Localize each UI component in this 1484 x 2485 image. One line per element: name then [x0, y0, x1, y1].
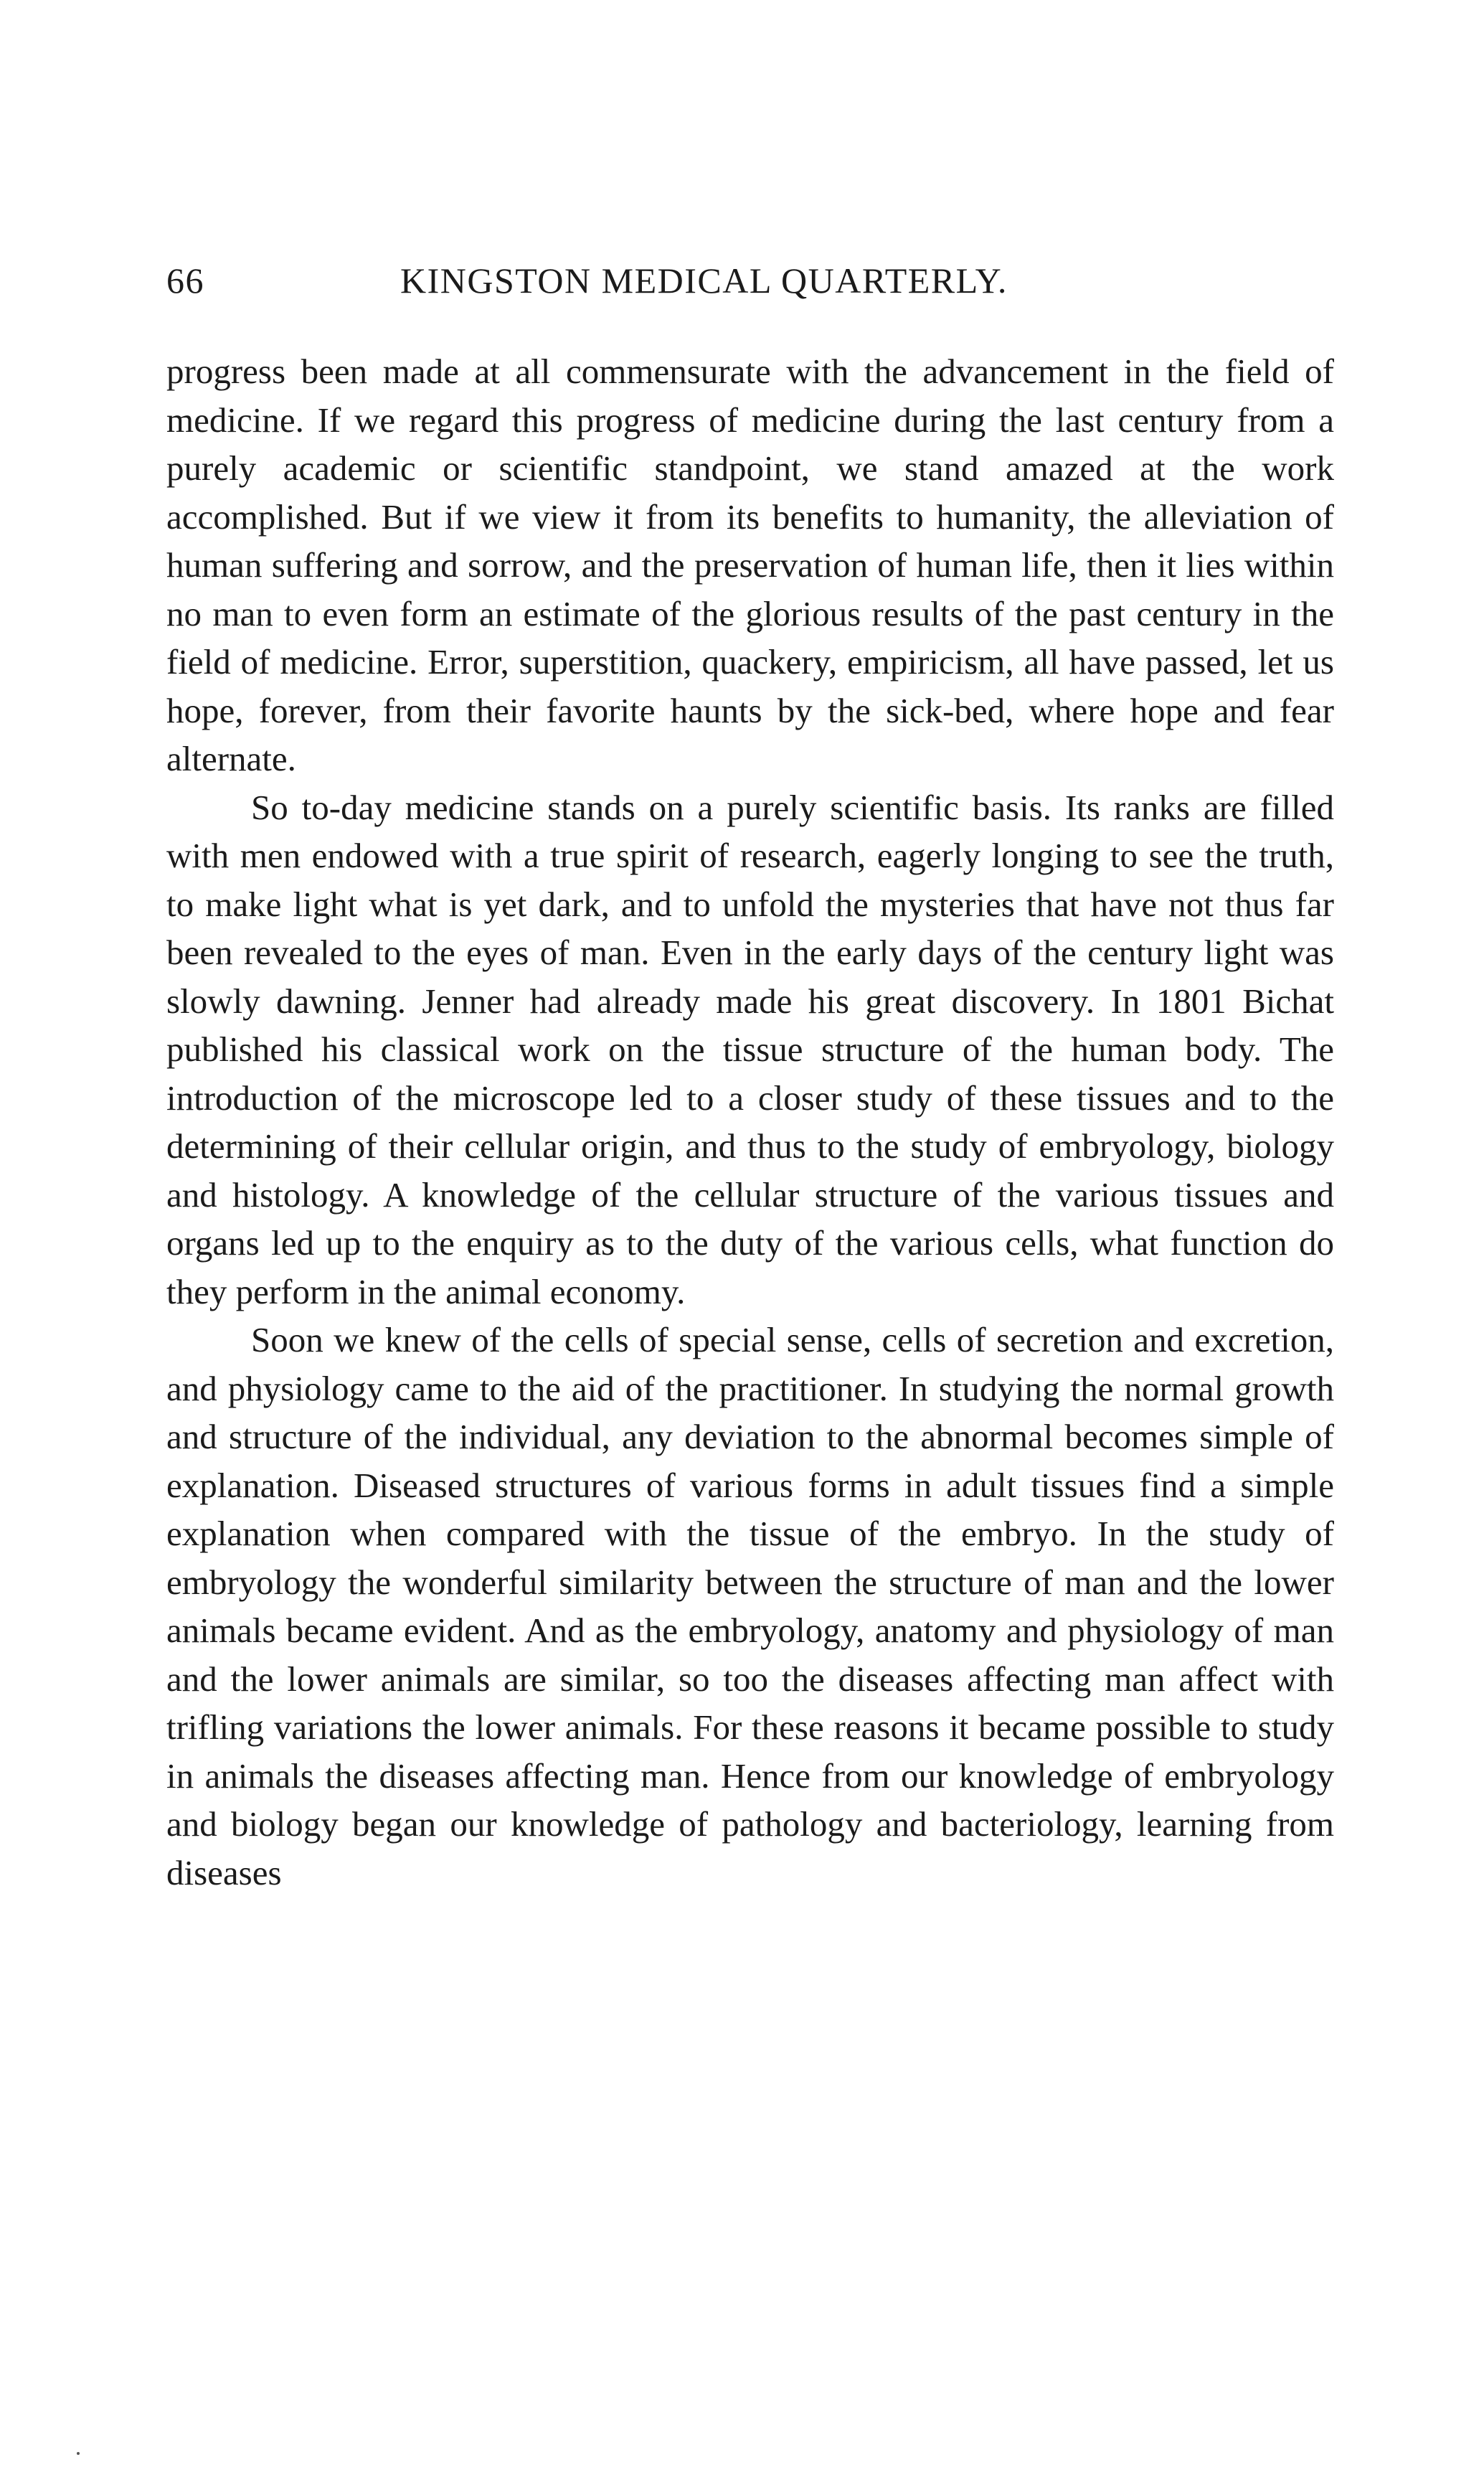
- body-text: [166, 347, 1334, 1897]
- paragraph-3: Soon we knew of the cells of special sense, cells of secretion and excretion, and physiology came to the aid of the practitioner. In studying the normal growth and structure of the individual, any deviation to the abnormal becomes simple of explanation. Diseased structures of various forms in adult tissues find a simple explanation when compared with the tissue of the embryo. In the study of embryology the wonderful similarity between the structure of man and the lower animals became evident. And as the embryology, anatomy and physiology of man and the lower animals are similar, so too the diseases affecting man affect with trifling variations the lower animals. For these reasons it became possible to study in animals the diseases affecting man. Hence from our knowledge of embryology and biology began our knowledge of pathology and bacteriology, learning from diseases: [166, 1320, 1334, 1892]
- running-head: [166, 255, 1336, 306]
- page-number: 66: [166, 260, 204, 301]
- paragraph-1: progress been made at all commensurate with the advancement in the field of medicine. If we regard this progress of medicine during the last century from a purely academic or scientific standpoint, we stand amazed at the work accomplished. But if we view it from its benefits to humanity, the alleviation of human suffering and sorrow, and the preservation of human life, then it lies within no man to even form an estimate of the glorious results of the past century in the field of medicine. Error, superstition, quackery, empiricism, all have passed, let us hope, forever, from their favorite haunts by the sick-bed, where hope and fear alternate.: [166, 352, 1334, 778]
- paragraph-2: So to-day medicine stands on a purely scientific basis. Its ranks are filled with men endowed with a true spirit of research, eagerly longing to see the truth, to make light what is yet dark, and to unfold the mysteries that have not thus far been revealed to the eyes of man. Even in the early days of the century light was slowly dawning. Jenner had already made his great discovery. In 1801 Bichat published his classical work on the tissue structure of the human body. The introduction of the microscope led to a closer study of these tissues and to the determining of their cellular origin, and thus to the study of embryology, biology and histology. A knowledge of the cellular structure of the various tissues and organs led up to the enquiry as to the duty of the various cells, what function do they perform in the animal economy.: [166, 787, 1334, 1311]
- scan-speck: [77, 2452, 80, 2455]
- journal-title: KINGSTON MEDICAL QUARTERLY.: [400, 260, 1008, 301]
